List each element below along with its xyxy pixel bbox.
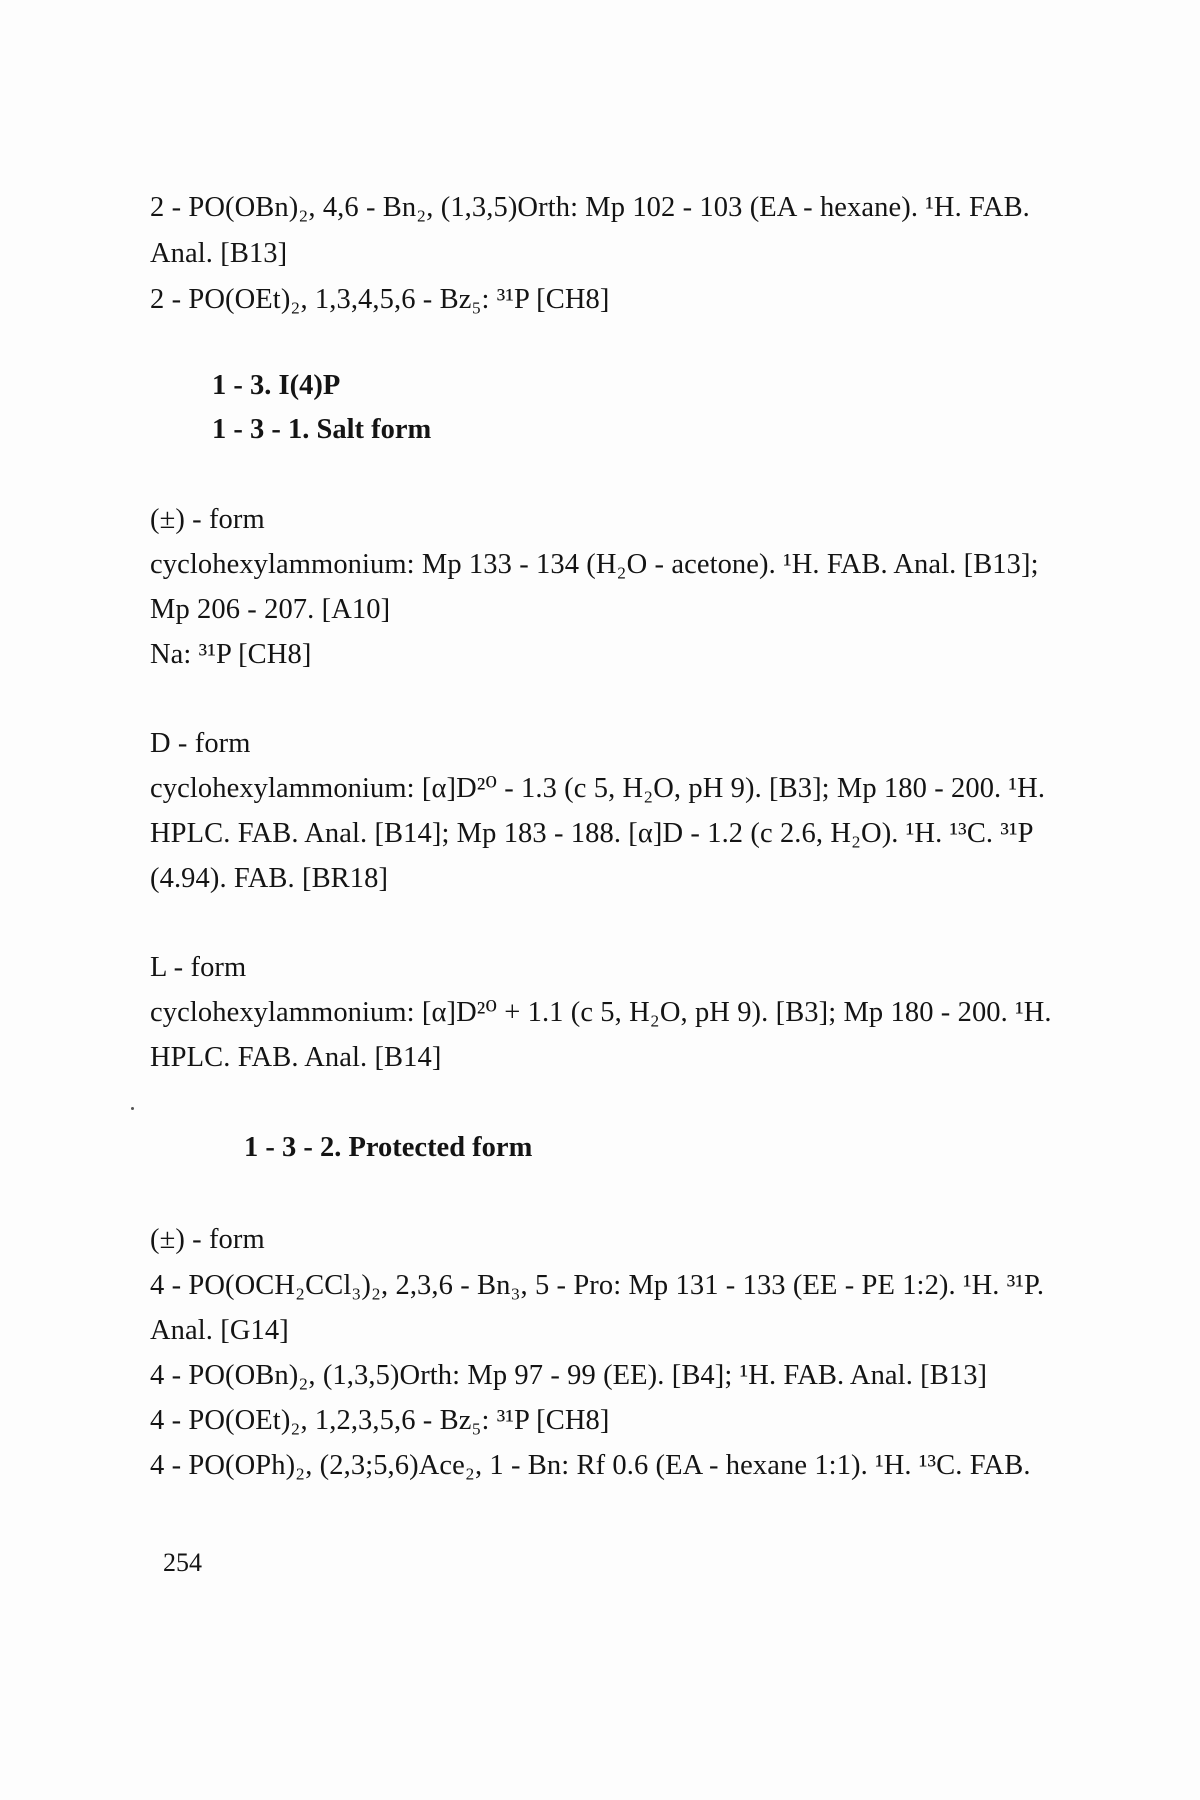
text-line: 4 - PO(OCH₂CCl₃)₂, 2,3,6 - Bn₃, 5 - Pro: Mp 131 - 133 (EE - PE 1:2). ¹H. ³¹P. <box>150 1270 1045 1301</box>
scan-speck <box>131 1107 134 1110</box>
text-line: HPLC. FAB. Anal. [B14]; Mp 183 - 188. [α]D - 1.2 (c 2.6, H₂O). ¹H. ¹³C. ³¹P <box>150 818 1034 849</box>
form-label: (±) - form <box>150 1224 265 1255</box>
page-number: 254 <box>163 1548 202 1577</box>
form-label: L - form <box>150 952 247 983</box>
subsection-heading: 1 - 3 - 1. Salt form <box>212 414 432 445</box>
text-line: Na: ³¹P [CH8] <box>150 639 312 670</box>
form-label: D - form <box>150 728 251 759</box>
text-line: HPLC. FAB. Anal. [B14] <box>150 1042 442 1073</box>
form-label: (±) - form <box>150 504 265 535</box>
text-line: 4 - PO(OBn)₂, (1,3,5)Orth: Mp 97 - 99 (EE). [B4]; ¹H. FAB. Anal. [B13] <box>150 1360 988 1391</box>
subsection-heading: 1 - 3 - 2. Protected form <box>244 1132 533 1163</box>
text-line: cyclohexylammonium: Mp 133 - 134 (H₂O - acetone). ¹H. FAB. Anal. [B13]; <box>150 549 1039 580</box>
text-line: cyclohexylammonium: [α]D²⁰ + 1.1 (c 5, H₂O, pH 9). [B3]; Mp 180 - 200. ¹H. <box>150 997 1052 1028</box>
text-line: (4.94). FAB. [BR18] <box>150 863 389 894</box>
text-line: Mp 206 - 207. [A10] <box>150 594 391 625</box>
section-heading: 1 - 3. I(4)P <box>212 370 341 401</box>
text-line: cyclohexylammonium: [α]D²⁰ - 1.3 (c 5, H₂O, pH 9). [B3]; Mp 180 - 200. ¹H. <box>150 773 1046 804</box>
text-line: Anal. [B13] <box>150 238 288 269</box>
text-line: 4 - PO(OPh)₂, (2,3;5,6)Ace₂, 1 - Bn: Rf 0.6 (EA - hexane 1:1). ¹H. ¹³C. FAB. <box>150 1450 1031 1481</box>
text-line: Anal. [G14] <box>150 1315 289 1346</box>
text-line: 2 - PO(OEt)₂, 1,3,4,5,6 - Bz₅: ³¹P [CH8] <box>150 284 610 315</box>
text-line: 4 - PO(OEt)₂, 1,2,3,5,6 - Bz₅: ³¹P [CH8] <box>150 1405 610 1436</box>
text-line: 2 - PO(OBn)₂, 4,6 - Bn₂, (1,3,5)Orth: Mp 102 - 103 (EA - hexane). ¹H. FAB. <box>150 192 1030 223</box>
